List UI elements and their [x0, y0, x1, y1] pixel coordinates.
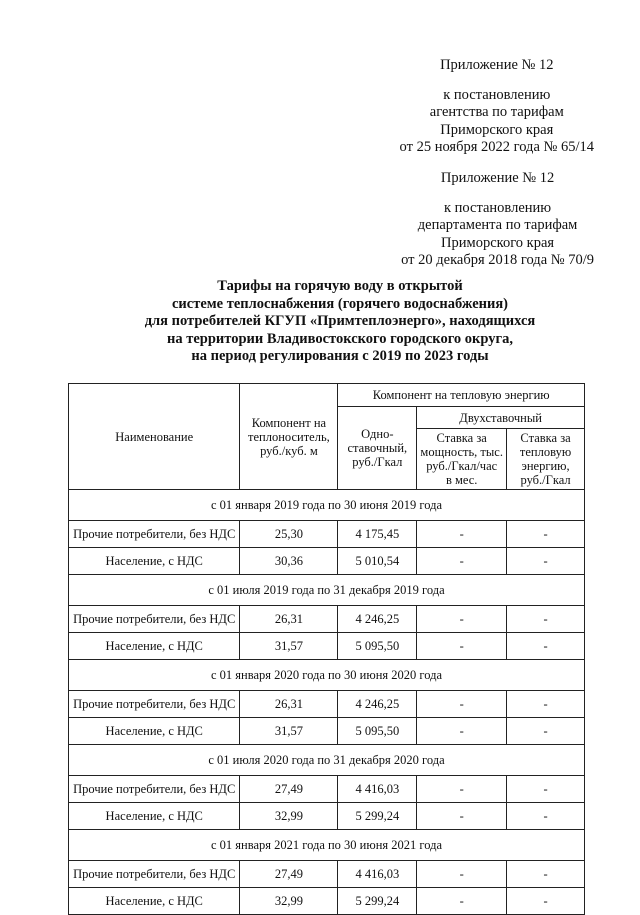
appendix-block-agency: [400, 57, 594, 157]
table-row: [69, 776, 585, 803]
cell-one-rate: 4 246,25: [338, 691, 417, 718]
table-row: [69, 548, 585, 575]
cell-capacity: -: [417, 861, 507, 888]
header-energy-rate: [507, 429, 585, 490]
cell-name: Прочие потребители, без НДС: [69, 776, 240, 803]
cell-name: Население, с НДС: [69, 633, 240, 660]
cell-carrier: 30,36: [240, 548, 338, 575]
appendix-line: от 20 декабря 2018 года № 70/9: [401, 252, 594, 268]
header-carrier-line: Компонент на: [251, 415, 327, 430]
cell-capacity: -: [417, 803, 507, 830]
cell-energy-rate: -: [507, 718, 585, 745]
cell-one-rate: 4 246,25: [338, 606, 417, 633]
header-capacity: [417, 429, 507, 490]
period-label: с 01 января 2019 года по 30 июня 2019 года: [69, 490, 585, 521]
period-label: с 01 июля 2020 года по 31 декабря 2020 года: [69, 745, 585, 776]
title-line: на период регулирования с 2019 по 2023 годы: [191, 348, 489, 364]
cell-energy-rate: -: [507, 888, 585, 915]
header-energy-rate-line: Ставка за: [520, 431, 571, 445]
table-row: [69, 633, 585, 660]
cell-one-rate: 5 010,54: [338, 548, 417, 575]
cell-one-rate: 5 095,50: [338, 633, 417, 660]
title-line: для потребителей КГУП «Примтеплоэнерго», находящихся: [144, 313, 536, 329]
cell-one-rate: 4 416,03: [338, 861, 417, 888]
header-energy-rate-line: руб./Гкал: [520, 473, 571, 487]
table-row: [69, 691, 585, 718]
table-row: [69, 861, 585, 888]
cell-capacity: -: [417, 548, 507, 575]
header-energy-rate-line: тепловую: [519, 445, 572, 459]
appendix-line: от 25 ноября 2022 года № 65/14: [399, 139, 594, 155]
cell-energy-rate: -: [507, 633, 585, 660]
cell-carrier: 31,57: [240, 633, 338, 660]
appendix-line: Приморского края: [440, 121, 554, 138]
title-line: на территории Владивостокского городского округа,: [167, 330, 513, 347]
tariff-table: [68, 383, 585, 915]
cell-capacity: -: [417, 888, 507, 915]
cell-energy-rate: -: [507, 776, 585, 803]
cell-carrier: 25,30: [240, 521, 338, 548]
appendix-line: к постановлению: [444, 199, 552, 216]
period-label: с 01 июля 2019 года по 31 декабря 2019 года: [69, 575, 585, 606]
cell-capacity: -: [417, 718, 507, 745]
cell-capacity: -: [417, 776, 507, 803]
title-line: системе теплоснабжения (горячего водоснабжения): [171, 295, 509, 312]
document-title: [60, 278, 620, 366]
cell-one-rate: 4 416,03: [338, 776, 417, 803]
cell-energy-rate: -: [507, 691, 585, 718]
cell-one-rate: 5 299,24: [338, 803, 417, 830]
table-row: [69, 803, 585, 830]
cell-energy-rate: -: [507, 548, 585, 575]
header-carrier-line: теплоноситель,: [248, 429, 330, 444]
header-one-rate-line: руб./Гкал: [352, 455, 403, 469]
period-label: с 01 января 2020 года по 30 июня 2020 года: [69, 660, 585, 691]
header-energy-rate-line: энергию,: [521, 459, 570, 473]
cell-energy-rate: -: [507, 803, 585, 830]
header-one-rate: [338, 407, 417, 490]
cell-carrier: 26,31: [240, 606, 338, 633]
cell-name: Население, с НДС: [69, 548, 240, 575]
cell-name: Прочие потребители, без НДС: [69, 691, 240, 718]
cell-capacity: -: [417, 521, 507, 548]
appendix-title: Приложение № 12: [440, 57, 554, 73]
table-row: [69, 718, 585, 745]
header-capacity-line: руб./Гкал/час: [426, 459, 498, 473]
cell-energy-rate: -: [507, 606, 585, 633]
header-one-rate-line: ставочный,: [347, 441, 408, 455]
cell-energy-rate: -: [507, 861, 585, 888]
cell-capacity: -: [417, 691, 507, 718]
header-one-rate-line: Одно-: [361, 427, 394, 441]
cell-carrier: 32,99: [240, 888, 338, 915]
cell-carrier: 27,49: [240, 776, 338, 803]
header-capacity-line: Ставка за: [436, 431, 487, 445]
title-line: Тарифы на горячую воду в открытой: [217, 278, 463, 294]
cell-energy-rate: -: [507, 521, 585, 548]
header-two-rate: Двухставочный: [417, 407, 585, 429]
table-row: [69, 606, 585, 633]
header-capacity-line: в мес.: [445, 473, 478, 487]
table-row: [69, 888, 585, 915]
header-energy: Компонент на тепловую энергию: [338, 384, 585, 407]
header-capacity-line: мощность, тыс.: [420, 445, 503, 459]
cell-one-rate: 5 095,50: [338, 718, 417, 745]
cell-name: Прочие потребители, без НДС: [69, 606, 240, 633]
period-label: с 01 января 2021 года по 30 июня 2021 года: [69, 830, 585, 861]
table-row: [69, 521, 585, 548]
cell-one-rate: 4 175,45: [338, 521, 417, 548]
cell-name: Население, с НДС: [69, 718, 240, 745]
header-carrier-line: руб./куб. м: [260, 443, 318, 458]
header-carrier: [240, 384, 338, 490]
cell-carrier: 26,31: [240, 691, 338, 718]
appendix-title: Приложение № 12: [440, 170, 555, 186]
appendix-line: Приморского края: [441, 234, 555, 251]
cell-carrier: 27,49: [240, 861, 338, 888]
appendix-line: агентства по тарифам: [429, 104, 564, 120]
cell-name: Население, с НДС: [69, 803, 240, 830]
appendix-line: к постановлению: [443, 86, 551, 103]
cell-name: Прочие потребители, без НДС: [69, 861, 240, 888]
cell-name: Прочие потребители, без НДС: [69, 521, 240, 548]
cell-name: Население, с НДС: [69, 888, 240, 915]
header-name: Наименование: [69, 384, 240, 490]
cell-capacity: -: [417, 606, 507, 633]
appendix-line: департамента по тарифам: [417, 217, 578, 233]
cell-one-rate: 5 299,24: [338, 888, 417, 915]
cell-capacity: -: [417, 633, 507, 660]
cell-carrier: 32,99: [240, 803, 338, 830]
cell-carrier: 31,57: [240, 718, 338, 745]
appendix-block-department: [401, 170, 594, 270]
